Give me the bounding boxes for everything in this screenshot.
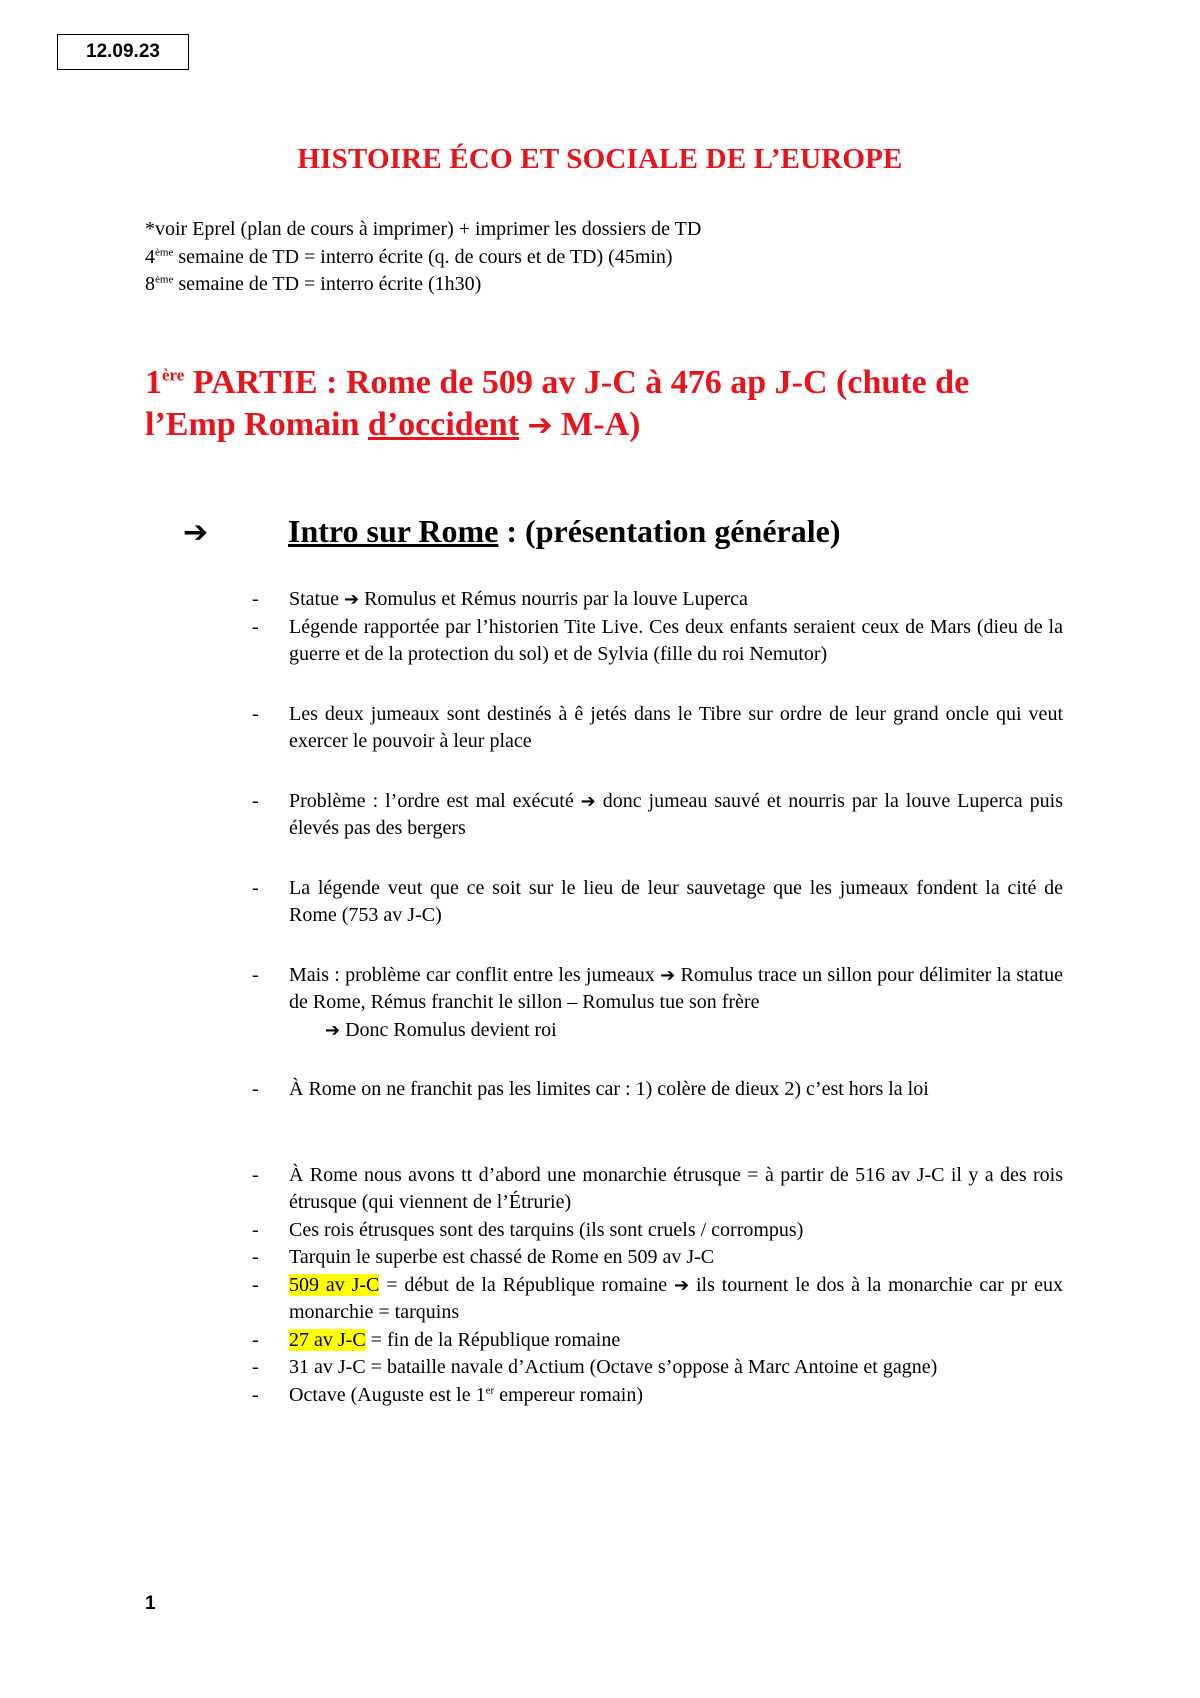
list-item: - Problème : l’ordre est mal exécuté ➔ donc jumeau sauvé et nourris par la louve Luperca puis élevés pas des bergers — [252, 789, 1063, 839]
dash-bullet: - — [252, 1273, 259, 1296]
right-arrow-icon: ➔ — [580, 790, 596, 812]
list-item: - La légende veut que ce soit sur le lieu de leur sauvetage que les jumeaux fondent la cité de Rome (753 av J-C) — [252, 876, 1063, 926]
right-arrow-icon: ➔ — [325, 1019, 341, 1041]
document-title: HISTOIRE ÉCO ET SOCIALE DE L’EUROPE — [297, 143, 903, 175]
dash-bullet: - — [252, 789, 259, 812]
dash-bullet: - — [252, 1328, 259, 1351]
part-title: 1ère PARTIE : Rome de 509 av J-C à 476 ap J-C (chute de l’Emp Romain d’occident ➔ M-A) — [145, 364, 970, 443]
list-item: - Ces rois étrusques sont des tarquins (ils sont cruels / corrompus) — [252, 1217, 1063, 1245]
note-line: 8ème semaine de TD = interro écrite (1h30) — [145, 273, 482, 295]
dash-bullet: - — [252, 702, 259, 725]
right-arrow-icon: ➔ — [660, 964, 676, 986]
list-item: - 27 av J-C = fin de la République romaine — [252, 1327, 1063, 1355]
list-item: - Statue ➔ Romulus et Rémus nourris par la louve Luperca — [252, 586, 1063, 614]
right-arrow-icon: ➔ — [527, 408, 553, 443]
dash-bullet: - — [252, 1163, 259, 1186]
dash-bullet: - — [252, 588, 259, 610]
dash-bullet: - — [252, 615, 259, 638]
list-item: - Légende rapportée par l’historien Tite Live. Ces deux enfants seraient ceux de Mars (dieu de la guerre et de la protection du sol) et de Sylvia (fille du roi Nemutor) — [252, 615, 1063, 665]
course-notes — [145, 216, 701, 299]
section-heading: ➔ Intro sur Rome : (présentation générale) — [183, 513, 841, 550]
list-item: - À Rome on ne franchit pas les limites car : 1) colère de dieux 2) c’est hors la loi — [252, 1076, 1063, 1104]
date-box: 12.09.23 — [57, 34, 189, 70]
dash-bullet: - — [252, 1383, 259, 1406]
list-item: - Mais : problème car conflit entre les jumeaux ➔ Romulus trace un sillon pour délimiter la statue de Rome, Rémus franchit le sillon – Romulus tue son frère ➔ Donc Romulus devient roi — [252, 963, 1063, 1041]
note-line: 4ème semaine de TD = interro écrite (q. de cours et de TD) (45min) — [145, 245, 673, 268]
right-arrow-icon: ➔ — [183, 515, 209, 550]
list-item: - Octave (Auguste est le 1er empereur romain) — [252, 1382, 1063, 1410]
highlighted-date: 27 av J-C — [289, 1328, 366, 1351]
page-number: 1 — [145, 1593, 156, 1614]
list-item: - Tarquin le superbe est chassé de Rome en 509 av J-C — [252, 1244, 1063, 1272]
right-arrow-icon: ➔ — [344, 589, 360, 610]
bullet-list — [252, 586, 1063, 1409]
right-arrow-icon: ➔ — [674, 1274, 690, 1296]
dash-bullet: - — [252, 1078, 259, 1100]
list-item: - Les deux jumeaux sont destinés à ê jetés dans le Tibre sur ordre de leur grand oncle qui veut exercer le pouvoir à leur place — [252, 702, 1063, 752]
dash-bullet: - — [252, 1246, 259, 1268]
list-item: - 31 av J-C = bataille navale d’Actium (Octave s’oppose à Marc Antoine et gagne) — [252, 1354, 1063, 1382]
note-line: *voir Eprel (plan de cours à imprimer) + imprimer les dossiers de TD — [145, 218, 702, 240]
highlighted-date: 509 av J-C — [289, 1273, 380, 1296]
dash-bullet: - — [252, 1356, 259, 1378]
dash-bullet: - — [252, 876, 259, 899]
list-item: - À Rome nous avons tt d’abord une monarchie étrusque = à partir de 516 av J-C il y a des rois étrusque (qui viennent de l’Étrurie) — [252, 1163, 1063, 1213]
dash-bullet: - — [252, 1218, 259, 1241]
list-item: - 509 av J-C = début de la République romaine ➔ ils tournent le dos à la monarchie car pr eux monarchie = tarquins — [252, 1273, 1063, 1323]
dash-bullet: - — [252, 963, 259, 986]
